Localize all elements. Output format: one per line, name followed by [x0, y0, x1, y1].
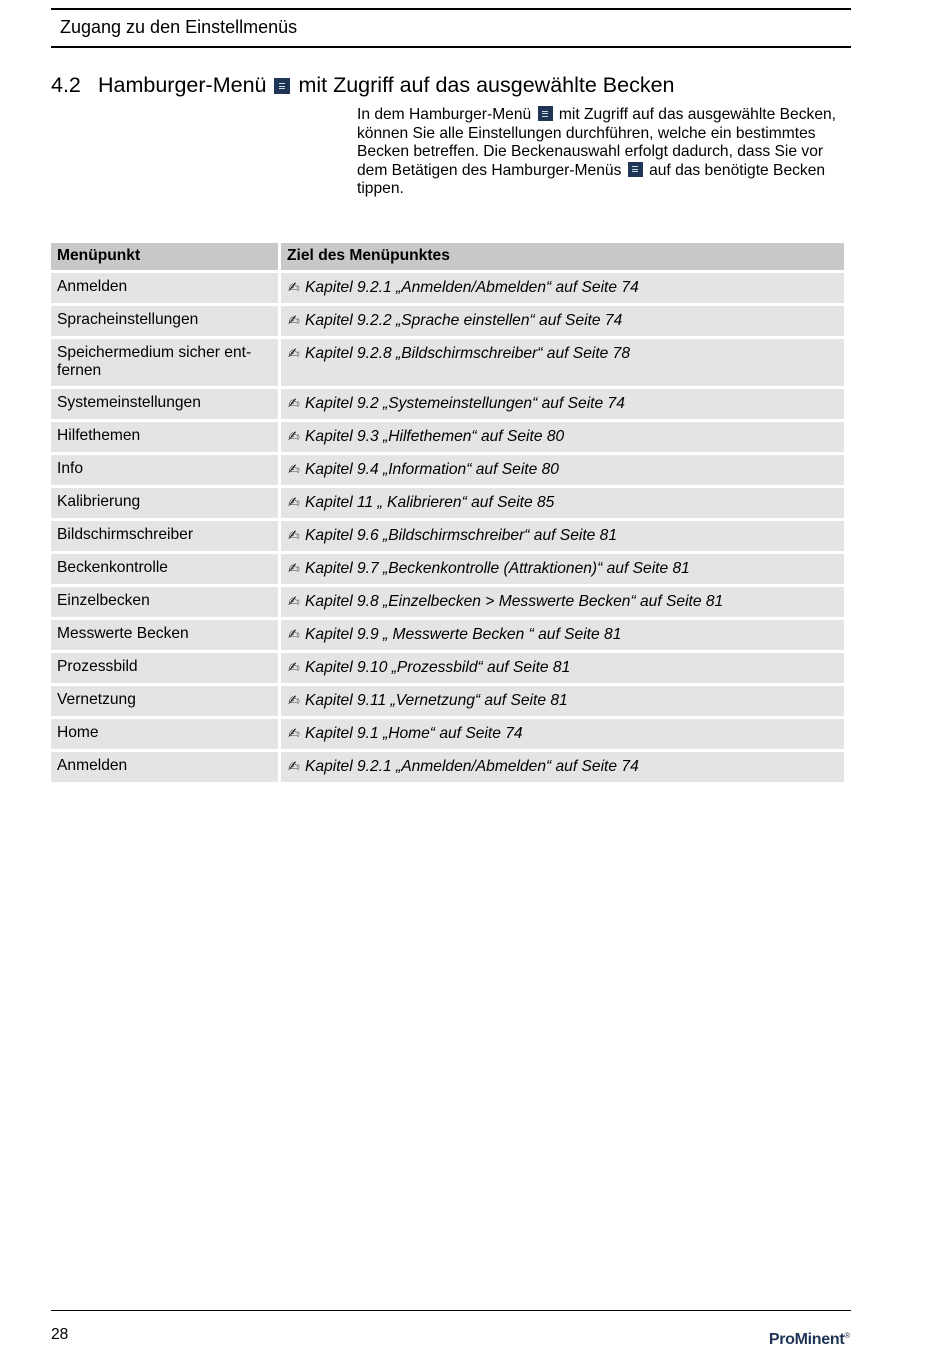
logo-registered-mark: ®: [844, 1331, 850, 1340]
table-body: [51, 273, 844, 782]
chapter-reference-link[interactable]: Kapitel 9.2.8 „Bildschirmschreiber“ auf Seite 78: [305, 345, 631, 362]
menu-table: [48, 240, 847, 785]
chapter-reference-link[interactable]: Kapitel 9.11 „Vernetzung“ auf Seite 81: [305, 692, 568, 709]
table-row: [51, 339, 844, 386]
table-row: [51, 455, 844, 485]
menu-target-cell: [281, 422, 844, 452]
menu-target-cell: [281, 587, 844, 617]
menu-item-cell: Anmelden: [51, 273, 278, 303]
page-number: 28: [51, 1326, 69, 1343]
menu-target-cell: [281, 686, 844, 716]
section-number: 4.2: [51, 73, 81, 97]
pointing-hand-icon: ✍: [288, 626, 300, 642]
hamburger-menu-icon: [538, 106, 553, 121]
table-row: [51, 719, 844, 749]
menu-target-cell: [281, 488, 844, 518]
chapter-reference-link[interactable]: Kapitel 9.10 „Prozessbild“ auf Seite 81: [305, 659, 571, 676]
section-title-part2: mit Zugriff auf das ausgewählte Becken: [298, 73, 675, 97]
menu-target-cell: [281, 620, 844, 650]
intro-text-2: mit Zugriff auf das ausgewählte Becken, können Sie alle Einstellungen durchführen, welche ein bestimmtes Becken betreffen. Die Beckenauswahl erfolgt dadurch, dass Sie vor dem Betätigen des Hamburger-Menüs: [357, 106, 836, 179]
chapter-reference-link[interactable]: Kapitel 11 „ Kalibrieren“ auf Seite 85: [305, 494, 555, 511]
intro-text-1: In dem Hamburger-Menü: [357, 106, 532, 123]
menu-item-cell: Vernetzung: [51, 686, 278, 716]
pointing-hand-icon: ✍: [288, 659, 300, 675]
table-row: [51, 389, 844, 419]
section-title-part1: Hamburger-Menü: [98, 73, 267, 97]
menu-item-cell: Home: [51, 719, 278, 749]
table-row: [51, 306, 844, 336]
table-row: [51, 686, 844, 716]
menu-target-cell: [281, 752, 844, 782]
menu-target-cell: [281, 273, 844, 303]
menu-item-cell: Hilfethemen: [51, 422, 278, 452]
pointing-hand-icon: ✍: [288, 428, 300, 444]
intro-paragraph: [357, 106, 851, 199]
menu-item-cell: Bildschirmschreiber: [51, 521, 278, 551]
pointing-hand-icon: ✍: [288, 725, 300, 741]
table-header-row: [51, 243, 844, 270]
menu-item-cell: Systemeinstellungen: [51, 389, 278, 419]
pointing-hand-icon: ✍: [288, 593, 300, 609]
table-row: [51, 620, 844, 650]
pointing-hand-icon: ✍: [288, 692, 300, 708]
menu-target-cell: [281, 719, 844, 749]
menu-item-cell: Info: [51, 455, 278, 485]
table-row: [51, 422, 844, 452]
hamburger-menu-icon: [274, 78, 290, 94]
menu-item-cell: Kalibrierung: [51, 488, 278, 518]
pointing-hand-icon: ✍: [288, 345, 300, 361]
section-heading: [51, 71, 675, 99]
pointing-hand-icon: ✍: [288, 560, 300, 576]
menu-item-cell: Messwerte Becken: [51, 620, 278, 650]
menu-item-cell: Spracheinstellungen: [51, 306, 278, 336]
chapter-reference-link[interactable]: Kapitel 9.7 „Beckenkontrolle (Attraktionen)“ auf Seite 81: [305, 560, 690, 577]
menu-target-cell: [281, 455, 844, 485]
menu-target-cell: [281, 521, 844, 551]
chapter-reference-link[interactable]: Kapitel 9.6 „Bildschirmschreiber“ auf Seite 81: [305, 527, 618, 544]
top-rule: [51, 8, 851, 10]
chapter-reference-link[interactable]: Kapitel 9.2.1 „Anmelden/Abmelden“ auf Seite 74: [305, 758, 639, 775]
chapter-reference-link[interactable]: Kapitel 9.3 „Hilfethemen“ auf Seite 80: [305, 428, 565, 445]
chapter-reference-link[interactable]: Kapitel 9.2 „Systemeinstellungen“ auf Seite 74: [305, 395, 625, 412]
table-row: [51, 554, 844, 584]
logo-text: ProMinent: [768, 1331, 845, 1348]
table-row: [51, 521, 844, 551]
table-row: [51, 752, 844, 782]
table-row: [51, 273, 844, 303]
chapter-reference-link[interactable]: Kapitel 9.2.1 „Anmelden/Abmelden“ auf Seite 74: [305, 279, 639, 296]
pointing-hand-icon: ✍: [288, 758, 300, 774]
prominent-logo: [769, 1327, 850, 1349]
pointing-hand-icon: ✍: [288, 494, 300, 510]
intro-text-3: auf das benötigte Becken tippen.: [357, 161, 826, 198]
chapter-reference-link[interactable]: Kapitel 9.9 „ Messwerte Becken “ auf Seite 81: [305, 626, 622, 643]
pointing-hand-icon: ✍: [288, 279, 300, 295]
menu-target-cell: [281, 389, 844, 419]
header-rule: [51, 46, 851, 48]
pointing-hand-icon: ✍: [288, 312, 300, 328]
menu-item-cell: Prozessbild: [51, 653, 278, 683]
chapter-reference-link[interactable]: Kapitel 9.1 „Home“ auf Seite 74: [305, 725, 523, 742]
pointing-hand-icon: ✍: [288, 527, 300, 543]
running-header-title: Zugang zu den Einstellmenüs: [60, 17, 298, 37]
chapter-reference-link[interactable]: Kapitel 9.4 „Information“ auf Seite 80: [305, 461, 559, 478]
pointing-hand-icon: ✍: [288, 395, 300, 411]
menu-target-cell: [281, 653, 844, 683]
pointing-hand-icon: ✍: [288, 461, 300, 477]
table-row: [51, 653, 844, 683]
menu-target-cell: [281, 554, 844, 584]
table-row: [51, 488, 844, 518]
menu-item-cell: Einzelbecken: [51, 587, 278, 617]
menu-target-cell: [281, 339, 844, 386]
table-row: [51, 587, 844, 617]
footer-rule: [51, 1310, 851, 1311]
chapter-reference-link[interactable]: Kapitel 9.2.2 „Sprache einstellen“ auf Seite 74: [305, 312, 623, 329]
menu-target-cell: [281, 306, 844, 336]
menu-item-cell: Speichermedium sicher ent-fernen: [51, 339, 278, 386]
chapter-reference-link[interactable]: Kapitel 9.8 „Einzelbecken > Messwerte Becken“ auf Seite 81: [305, 593, 724, 610]
hamburger-menu-icon: [628, 162, 643, 177]
menu-item-cell: Anmelden: [51, 752, 278, 782]
menu-item-cell: Beckenkontrolle: [51, 554, 278, 584]
column-header-menu-item: Menüpunkt: [51, 243, 278, 270]
column-header-target: Ziel des Menüpunktes: [281, 243, 844, 270]
